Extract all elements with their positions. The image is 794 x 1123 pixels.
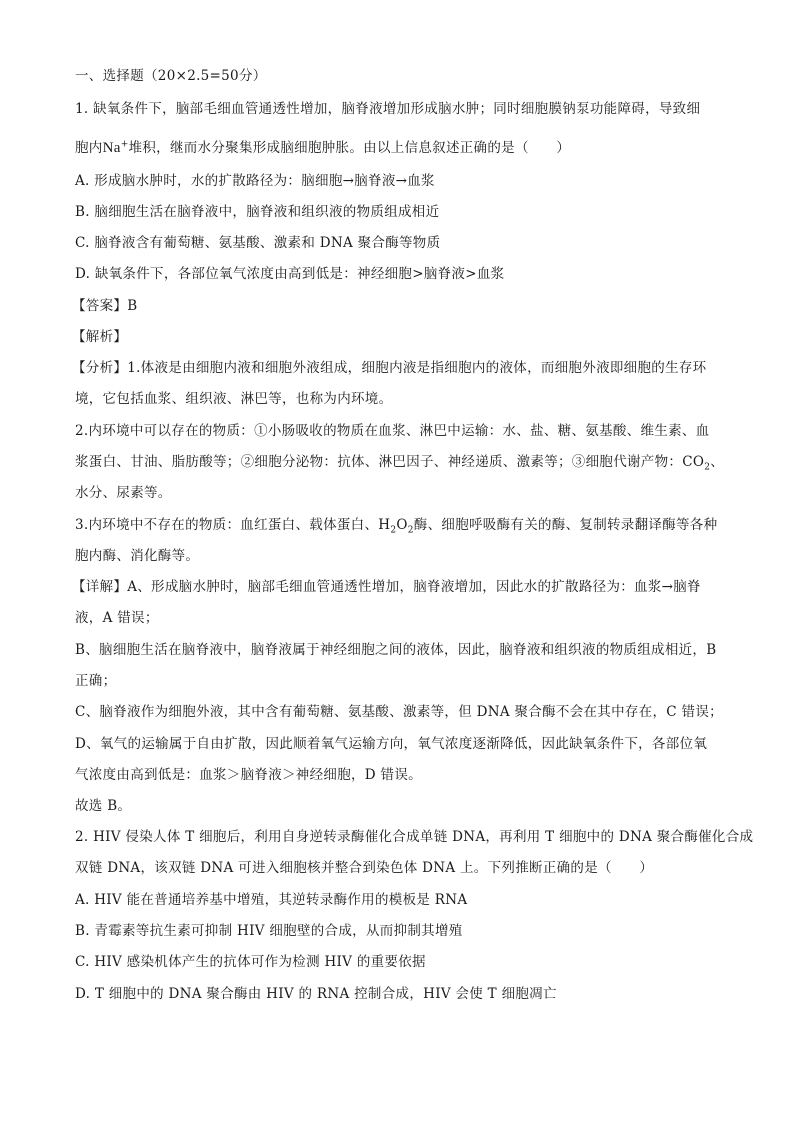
q1-option-a: A. 形成脑水肿时，水的扩散路径为：脑细胞→脑脊液→血浆 [75, 173, 435, 189]
h2o2-subscript-2: 2 [407, 525, 414, 536]
q1-detail-a-line1: 【详解】A、形成脑水肿时，脑部毛细血管通透性增加，脑脊液增加，因此水的扩散路径为：血浆→脑脊 [72, 579, 701, 595]
q2-option-c: C. HIV 感染机体产生的抗体可作为检测 HIV 的重要依据 [75, 954, 426, 970]
q1-detail-c-line1: C、脑脊液作为细胞外液，其中含有葡萄糖、氨基酸、激素等，但 DNA 聚合酶不会在其中存在，C 错误； [75, 704, 723, 720]
q1-point3-line1-post: 酶、细胞呼吸酶有关的酶、复制转录翻译酶等各种 [413, 517, 718, 533]
q1-option-d: D. 缺氧条件下，各部位氧气浓度由高到低是：神经细胞>脑脊液>血浆 [75, 266, 505, 282]
q1-detail-a-line2: 液，A 错误； [75, 610, 159, 626]
q1-stem-line1: 1. 缺氧条件下，脑部毛细血管通透性增加，脑脊液增加形成脑水肿；同时细胞膜钠泵功能障碍，导致细 [75, 101, 701, 117]
q1-stem-line2-pre: 胞内 [75, 140, 103, 156]
q1-point3-line1-pre: 3.内环境中不存在的物质：血红蛋白、载体蛋白、H [75, 517, 391, 533]
q2-option-d: D. T 细胞中的 DNA 聚合酶由 HIV 的 RNA 控制合成，HIV 会使 T 细胞凋亡 [75, 986, 557, 1002]
q1-point2-line2-pre: 浆蛋白、甘油、脂肪酸等；②细胞分泌物：抗体、淋巴因子、神经递质、激素等；③细胞代谢产物：CO [75, 454, 705, 470]
q2-stem-line2: 双链 DNA，该双链 DNA 可进入细胞核并整合到染色体 DNA 上。下列推断正确的是（ ） [75, 860, 654, 876]
co2-subscript: 2 [704, 462, 711, 473]
h2o2-o: O [396, 517, 408, 533]
q1-point2-line2-post: 、 [710, 454, 725, 470]
q1-answer: 【答案】B [72, 298, 138, 314]
q2-option-a: A. HIV 能在普通培养基中增殖，其逆转录酶作用的模板是 RNA [75, 892, 468, 908]
h2o2-subscript-1: 2 [390, 525, 397, 536]
sodium-ion-charge: + [120, 139, 129, 150]
q1-point2-line2 [75, 452, 724, 472]
q1-detail-b-line2: 正确； [75, 673, 117, 689]
q1-analysis-title: 【解析】 [72, 329, 128, 345]
q1-analysis-line1: 【分析】1.体液是由细胞内液和细胞外液组成，细胞内液是指细胞内的液体，而细胞外液即细胞的生存环 [72, 360, 707, 376]
q2-option-b: B. 青霉素等抗生素可抑制 HIV 细胞壁的合成，从而抑制其增殖 [75, 923, 463, 939]
q1-analysis-line2: 境，它包括血浆、组织液、淋巴等，也称为内环境。 [75, 391, 393, 407]
q1-point3-line1 [75, 515, 717, 535]
q1-stem-line2-post: 堆积，继而水分聚集形成脑细胞肿胀。由以上信息叙述正确的是（ ） [128, 140, 571, 156]
sodium-ion-symbol: Na [102, 140, 121, 156]
q1-point3-line2: 胞内酶、消化酶等。 [75, 548, 200, 564]
section-title: 一、选择题（20×2.5=50分） [75, 68, 267, 84]
q1-point2-line1: 2.内环境中可以存在的物质：①小肠吸收的物质在血浆、淋巴中运输：水、盐、糖、氨基酸、维生素、血 [75, 423, 710, 439]
q1-option-b: B. 脑细胞生活在脑脊液中，脑脊液和组织液的物质组成相近 [75, 204, 440, 220]
q1-point2-line3: 水分、尿素等。 [75, 485, 172, 501]
q1-stem-line2 [75, 138, 570, 158]
q1-detail-d-line1: D、氧气的运输属于自由扩散，因此顺着氧气运输方向，氧气浓度逐渐降低，因此缺氧条件下，各部位氧 [75, 736, 708, 752]
q1-option-c: C. 脑脊液含有葡萄糖、氨基酸、激素和 DNA 聚合酶等物质 [75, 235, 441, 251]
q1-detail-b-line1: B、脑细胞生活在脑脊液中，脑脊液属于神经细胞之间的液体，因此，脑脊液和组织液的物质组成相近，B [75, 642, 717, 658]
q1-detail-d-line2: 气浓度由高到低是：血浆＞脑脊液＞神经细胞，D 错误。 [75, 767, 422, 783]
q1-conclusion: 故选 B。 [75, 798, 132, 814]
q2-stem-line1: 2. HIV 侵染人体 T 细胞后，利用自身逆转录酶催化合成单链 DNA，再利用 T 细胞中的 DNA 聚合酶催化合成 [75, 829, 754, 845]
